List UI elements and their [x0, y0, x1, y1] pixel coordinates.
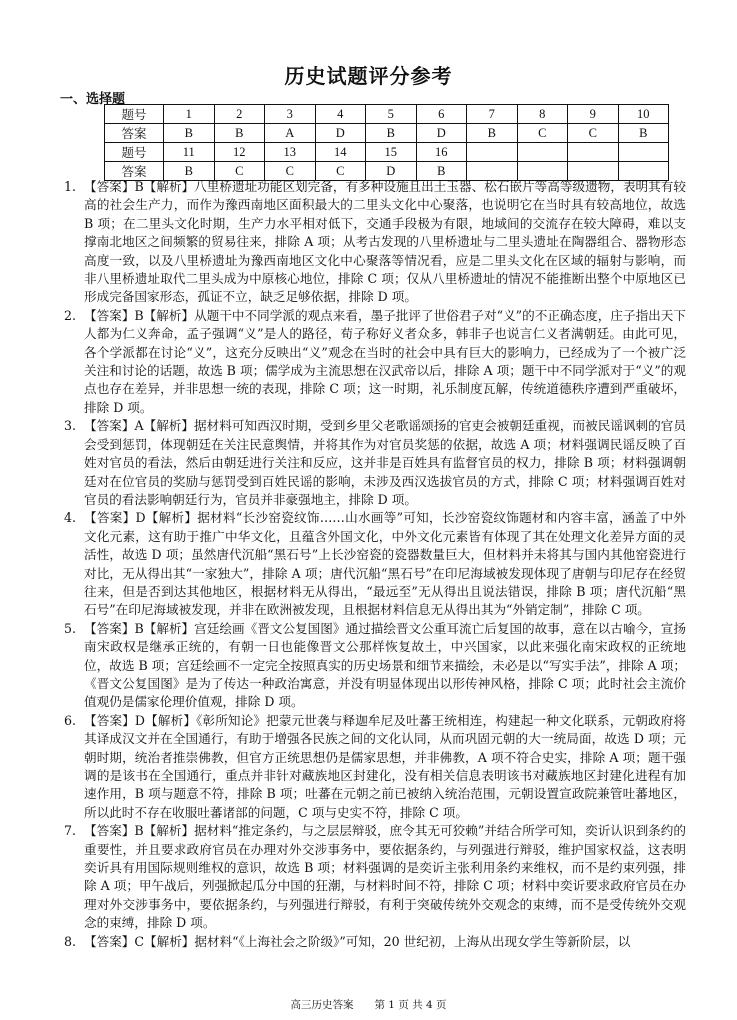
answer-cell: B	[214, 124, 265, 143]
item-number: 4.	[64, 510, 77, 526]
question-number-cell: 8	[517, 105, 568, 124]
item-number: 8.	[64, 933, 77, 949]
answer-cell: D	[315, 124, 366, 143]
item-text: 【答案】D【解析】据材料“长沙窑瓷纹饰……山水画等”可知，长沙窑瓷纹饰题材和内容丰富，涵盖了中外文化元素，这有助于推广中华文化，且蕴含外国文化，中外文化元素皆有体现了其在处理文化差异方面的灵活性，故选 D 项；虽然唐代沉船“黑石号”上长沙窑瓷的瓷器数量巨大，但材料并未将其与国内其他窑瓷进行对比，无从得出其“一家独大”，排除 A 项；唐代沉船“黑石号”在印尼海域被发现体现了唐朝与印尼存在经贸往来，但是否到达其他地区，根据材料无从得出，“最远至”无从得出且说法错误，排除 B 项；唐代沉船“黑石号”在印尼海域被发现，并非在欧洲被发现，且根据材料信息无从得出其为“外销定制”，排除 C 项。	[84, 510, 686, 618]
question-number-cell: 3	[265, 105, 316, 124]
explanation-item-7	[64, 822, 686, 932]
question-number-cell: 10	[618, 105, 669, 124]
answer-cell: B	[366, 124, 417, 143]
answer-cell: C	[214, 162, 265, 181]
answer-cell: C	[265, 162, 316, 181]
row-label: 答案	[105, 124, 164, 143]
answer-cell: C	[517, 124, 568, 143]
explanation-list	[64, 178, 686, 951]
answer-table-row-answers-1	[105, 124, 669, 143]
row-label: 题号	[105, 143, 164, 162]
answer-table	[104, 104, 669, 181]
question-number-cell: 4	[315, 105, 366, 124]
answer-cell: B	[164, 162, 215, 181]
answer-cell: B	[467, 124, 518, 143]
answer-cell: C	[315, 162, 366, 181]
item-text: 【答案】B【解析】据材料“推定条约，与之层层辩驳，庶令其无可狡赖”并结合所学可知，奕䜣认识到条约的重要性，并且要求政府官员在办理对外交涉事务中，要依据条约，与列强进行辩驳，维护国家权益，这表明奕䜣具有用国际规则维权的意识，故选 B 项；材料强调的是奕䜣主张利用条约来维权，而不是约束列强，排除 A 项；甲午战后，列强掀起瓜分中国的狂潮，与材料时间不符，排除 C 项；材料中奕䜣要求政府官员在办理对外交涉事务中，要依据条约，与列强进行辩驳，有利于突破传统外交观念的束缚，而不是受传统外交观念的束缚，排除 D 项。	[84, 823, 686, 931]
item-number: 1.	[64, 179, 77, 194]
answer-cell: B	[164, 124, 215, 143]
item-text: 【答案】B【解析】从题干中不同学派的观点来看，墨子批评了世俗君子对“义”的不正确态度，庄子指出天下人都为仁义奔命，孟子强调“义”是人的路径，荀子称好义者众多，韩非子也说言仁义者满朝廷。由此可见，各个学派都在讨论“义”，这充分反映出“义”观念在当时的社会中具有巨大的影响力，已经成为了一个被广泛关注和讨论的话题，故选 B 项；儒学成为主流思想在汉武帝以后，排除 A 项；题干中不同学派对于“义”的观点也存在差异，并非思想一统的表现，排除 C 项；这一时期，礼乐制度瓦解，传统道德秩序遭到严重破坏，排除 D 项。	[84, 307, 686, 415]
item-number: 7.	[64, 823, 77, 839]
question-number-cell: 16	[416, 143, 467, 162]
question-number-cell: 7	[467, 105, 518, 124]
question-number-cell: 6	[416, 105, 467, 124]
item-text: 【答案】C【解析】据材料“《上海社会之阶级》”可知，20 世纪初，上海从出现女学生等新阶层，以	[84, 933, 631, 949]
question-number-cell	[517, 143, 568, 162]
question-number-cell: 11	[164, 143, 215, 162]
answer-cell: D	[366, 162, 417, 181]
answer-cell: B	[416, 162, 467, 181]
item-text: 【答案】B【解析】宫廷绘画《晋文公复国图》通过描绘晋文公重耳流亡后复国的故事，意在以古喻今，宣扬南宋政权是继承正统的，有朝一日也能像晋文公那样恢复故土，中兴国家，以此来强化南宋政权的正统地位，故选 B 项；宫廷绘画不一定完全按照真实的历史场景和细节来描绘，未必是以“写实手法”，排除 A 项；《晋文公复国图》是为了传达一种政治寓意，并没有明显体现出以形传神风格，排除 C 项；此时社会主流价值观仍是儒家伦理价值观，排除 D 项。	[84, 620, 686, 710]
question-number-cell: 13	[265, 143, 316, 162]
question-number-cell	[618, 143, 669, 162]
answer-cell: B	[618, 124, 669, 143]
answer-cell: D	[416, 124, 467, 143]
item-number: 3.	[64, 418, 77, 434]
item-text: 【答案】D【解析】《彰所知论》把蒙元世袭与释迦牟尼及吐蕃王统相连，构建起一种文化联系，元朝政府将其译成汉文并在全国通行，有助于增强各民族之间的文化认同，从而巩固元朝的大一统局面，故选 D 项；元朝时期，统治者推崇佛教，但官方正统思想仍是儒家思想，并非佛教，A 项不符合史实，排除 A 项；题干强调的是该书在全国通行，重点并非针对藏族地区封建化，没有相关信息表明该书对藏族地区封建化进程有加速作用，B 项与题意不符，排除 B 项；吐蕃在元朝之前已被纳入统治范围，元朝设置宣政院兼管吐蕃地区，所以此时不存在收服吐蕃诸部的问题，C 项与史实不符，排除 C 项。	[84, 712, 686, 820]
item-number: 6.	[64, 712, 77, 728]
explanation-item-8	[64, 933, 686, 951]
item-number: 2.	[64, 307, 77, 323]
explanation-item-1	[64, 178, 686, 307]
question-number-cell: 12	[214, 143, 265, 162]
explanation-item-3	[64, 417, 686, 509]
explanation-item-4	[64, 509, 686, 619]
question-number-cell	[568, 143, 619, 162]
answer-cell: C	[568, 124, 619, 143]
question-number-cell: 9	[568, 105, 619, 124]
row-label: 题号	[105, 105, 164, 124]
answer-table-row-numbers-1	[105, 105, 669, 124]
answer-cell: A	[265, 124, 316, 143]
item-number: 5.	[64, 620, 77, 636]
question-number-cell: 15	[366, 143, 417, 162]
item-text: 【答案】A【解析】据材料可知西汉时期，受到乡里父老歌谣颂扬的官吏会被朝廷重视，而被民谣讽刺的官员会受到惩罚，体现朝廷在关注民意舆情，并将其作为对官员奖惩的依据，故选 A 项；材料强调民谣反映了百姓对官员的看法，然后由朝廷进行关注和反应，这并非是百姓具有监督官员的权力，排除 B 项；材料强调朝廷对在位官员的奖励与惩罚受到百姓民谣的影响，未涉及西汉选拔官员的方式，排除 C 项；材料强调百姓对官员的看法影响朝廷行为，官员并非豪强地主，排除 D 项。	[84, 418, 686, 507]
question-number-cell: 2	[214, 105, 265, 124]
question-number-cell	[467, 143, 518, 162]
explanation-item-2	[64, 307, 686, 417]
row-label: 答案	[105, 162, 164, 181]
explanation-item-6	[64, 712, 686, 822]
question-number-cell: 1	[164, 105, 215, 124]
section-heading: 一、选择题	[60, 92, 126, 107]
explanation-item-5	[64, 620, 686, 712]
question-number-cell: 14	[315, 143, 366, 162]
page-footer: 高三历史答案 第 1 页 共 4 页	[290, 999, 447, 1011]
item-text: 【答案】B【解析】八里桥遗址功能区划完备，有多种设施且出土玉器、松石嵌片等高等级遗物，表明其有较高的社会生产力，而作为豫西南地区面积最大的二里头文化中心聚落，也说明它在当时具有较高地位，故选 B 项；在二里头文化时期，生产力水平相对低下，交通手段极为有限，地域间的交流存在较大障碍，难以支撑南北地区之间频繁的贸易往来，排除 A 项；从考古发现的八里桥遗址与二里头遗址在陶器组合、器物形态高度一致，以及八里桥遗址为豫西南地区文化中心聚落等情况看，应是二里头文化在区域的辐射与影响，而非八里桥遗址取代二里头成为中原核心地位，排除 C 项；仅从八里桥遗址的情况不能推断出整个中原地区已形成完备国家形态，孤证不立，缺乏足够依据，排除 D 项。	[84, 179, 686, 305]
answer-table-row-numbers-2	[105, 143, 669, 162]
question-number-cell: 5	[366, 105, 417, 124]
page-title: 历史试题评分参考	[284, 64, 453, 88]
